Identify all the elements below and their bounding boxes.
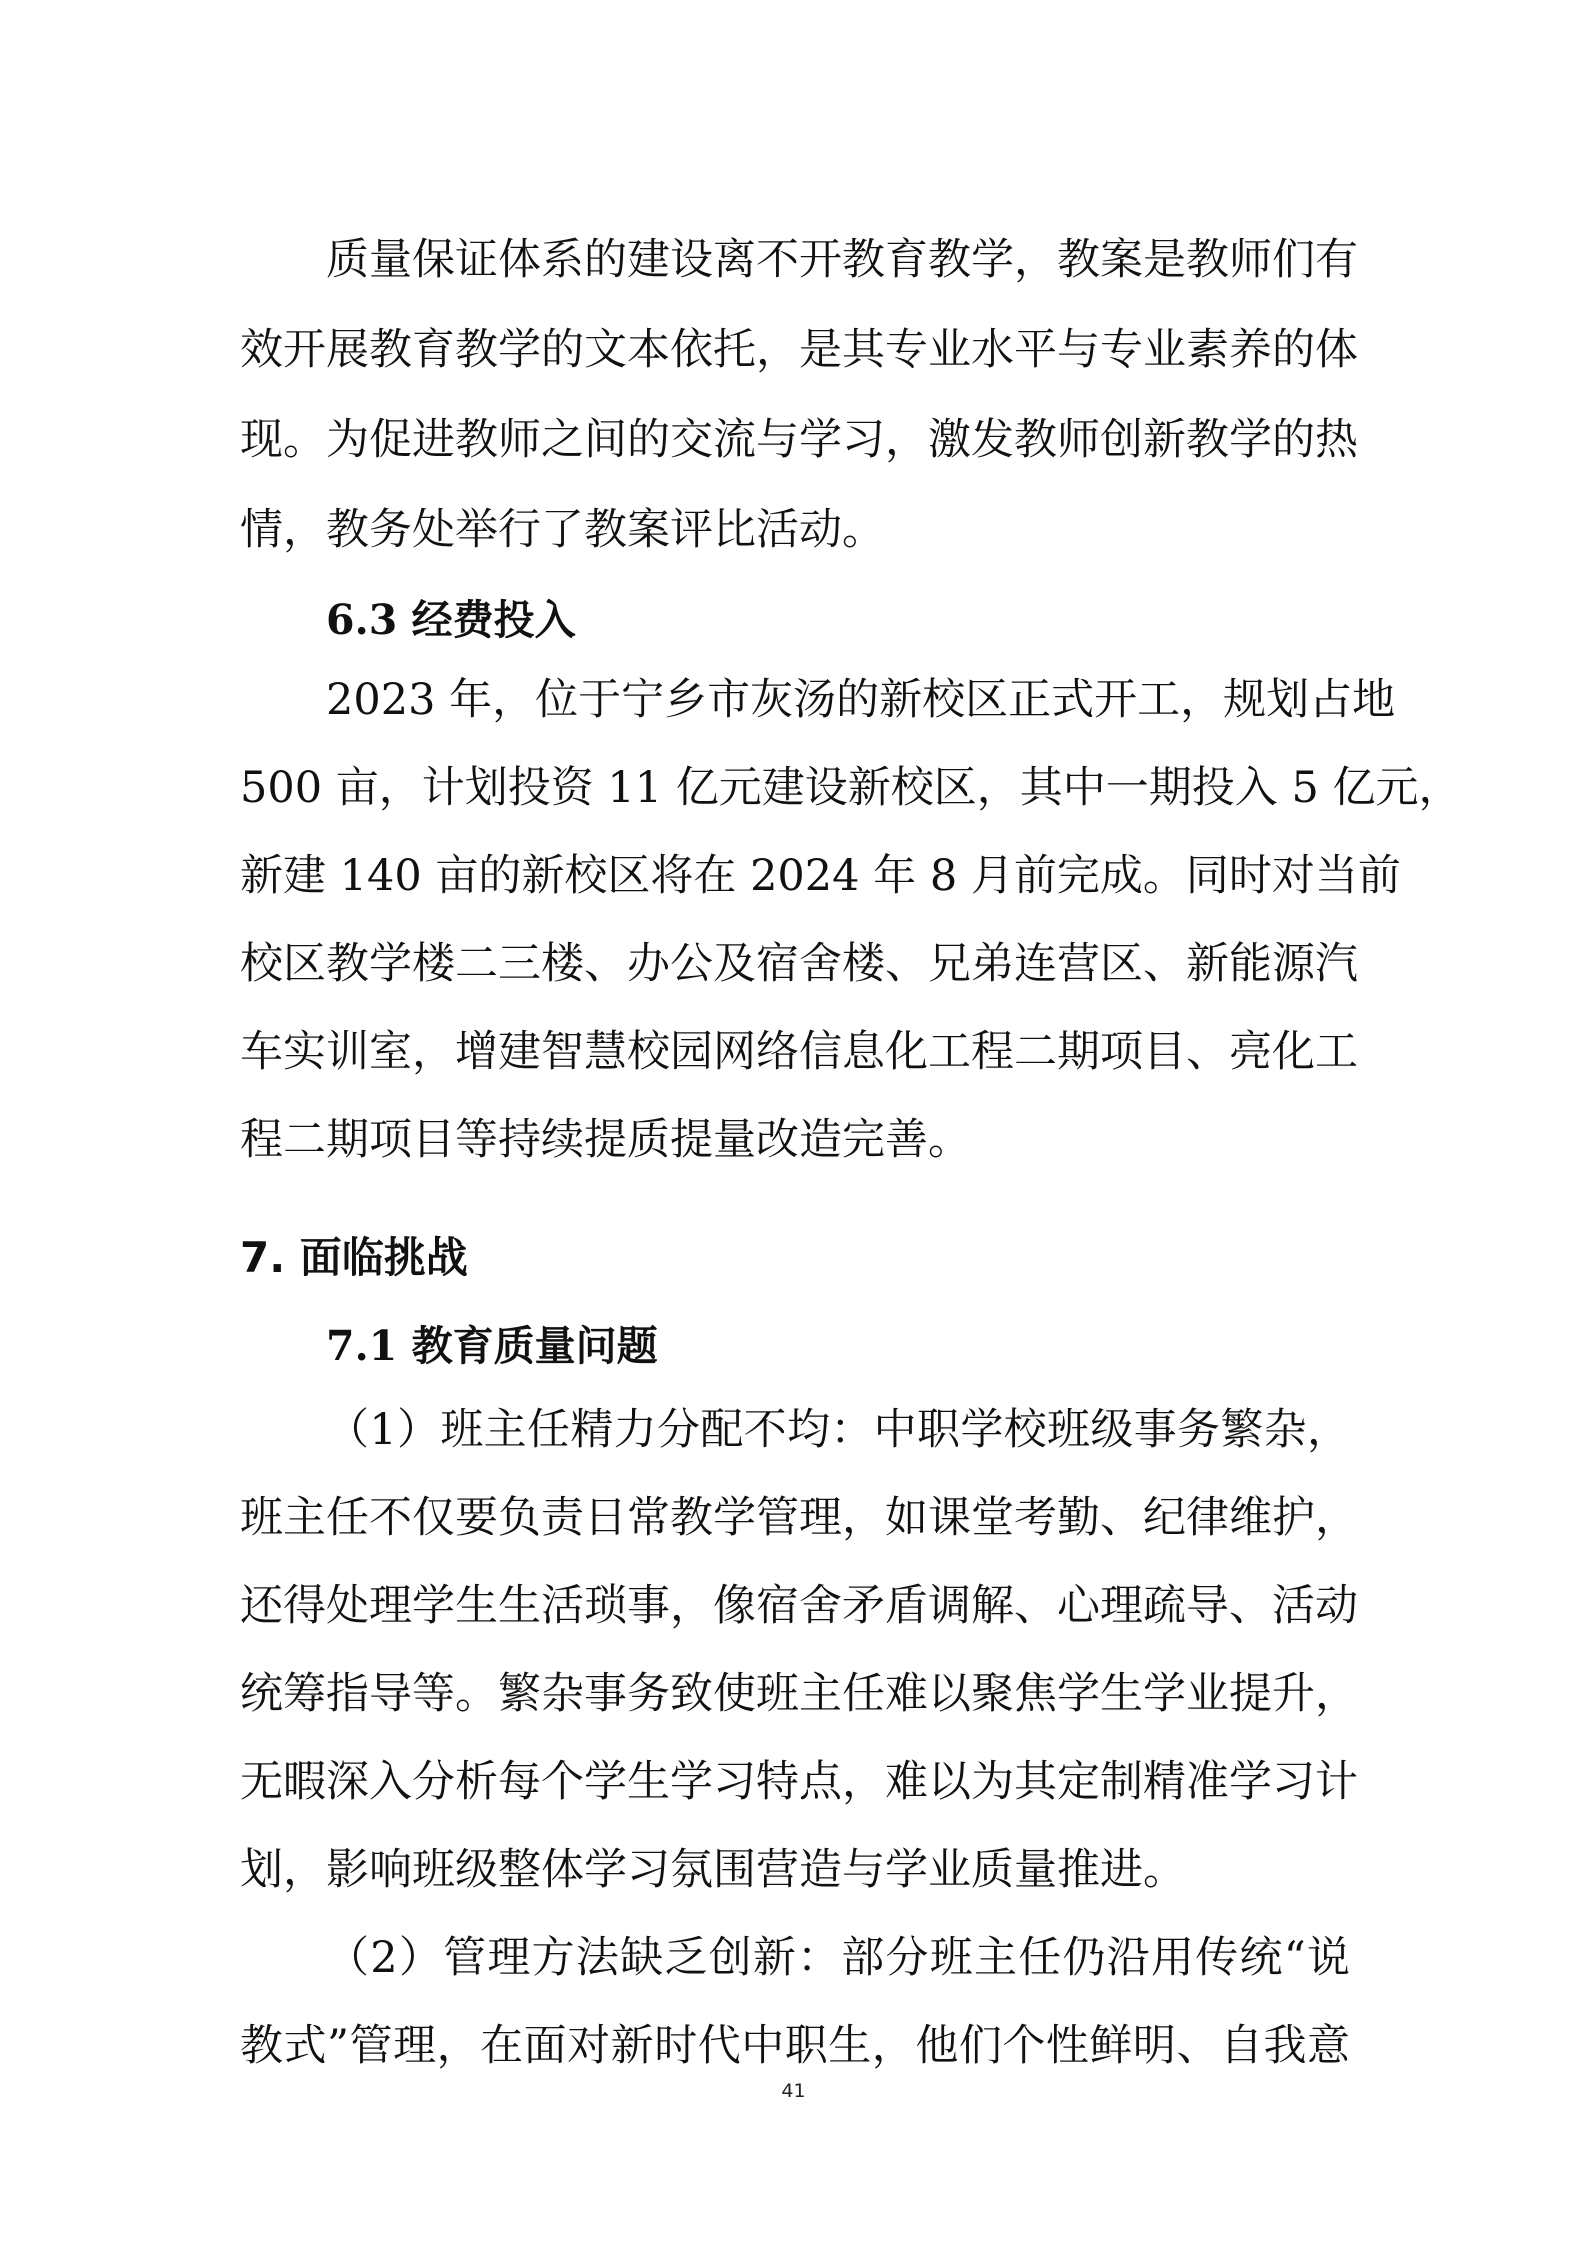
list-item-line: 划，影响班级整体学习氛围营造与学业质量推进。 [240,1845,1186,1895]
paragraph-line: 新建 140 亩的新校区将在 2024 年 8 月前完成。同时对当前 [240,851,1401,901]
list-item-line: （1）班主任精力分配不均：中职学校班级事务繁杂， [326,1405,1350,1455]
section-heading: 7. 面临挑战 [240,1233,468,1282]
list-item-line: 无暇深入分析每个学生学习特点，难以为其定制精准学习计 [240,1757,1358,1807]
list-item-line: 教式”管理，在面对新时代中职生，他们个性鲜明、自我意 [240,2021,1350,2071]
paragraph-line: 校区教学楼二三楼、办公及宿舍楼、兄弟连营区、新能源汽 [240,939,1358,989]
list-item-line: （2）管理方法缺乏创新：部分班主任仍沿用传统“说 [326,1933,1350,1983]
paragraph-line: 车实训室，增建智慧校园网络信息化工程二期项目、亮化工 [240,1027,1358,1077]
list-item-line: 还得处理学生生活琐事，像宿舍矛盾调解、心理疏导、活动 [240,1581,1358,1631]
subsection-heading: 7.1 教育质量问题 [326,1322,658,1370]
paragraph-line: 500 亩，计划投资 11 亿元建设新校区，其中一期投入 5 亿元， [240,763,1462,813]
paragraph-line: 2023 年，位于宁乡市灰汤的新校区正式开工，规划占地 [326,675,1396,725]
list-item-line: 班主任不仅要负责日常教学管理，如课堂考勤、纪律维护， [240,1493,1358,1543]
subsection-heading: 6.3 经费投入 [326,596,576,644]
paragraph-line: 质量保证体系的建设离不开教育教学，教案是教师们有 [326,235,1358,285]
list-item-line: 统筹指导等。繁杂事务致使班主任难以聚焦学生学业提升， [240,1669,1358,1719]
page-number: 41 [781,2080,806,2102]
paragraph-line: 现。为促进教师之间的交流与学习，激发教师创新教学的热 [240,415,1358,465]
paragraph-line: 情，教务处举行了教案评比活动。 [240,505,885,555]
paragraph-line: 程二期项目等持续提质提量改造完善。 [240,1115,971,1165]
paragraph-line: 效开展教育教学的文本依托，是其专业水平与专业素养的体 [240,325,1358,375]
